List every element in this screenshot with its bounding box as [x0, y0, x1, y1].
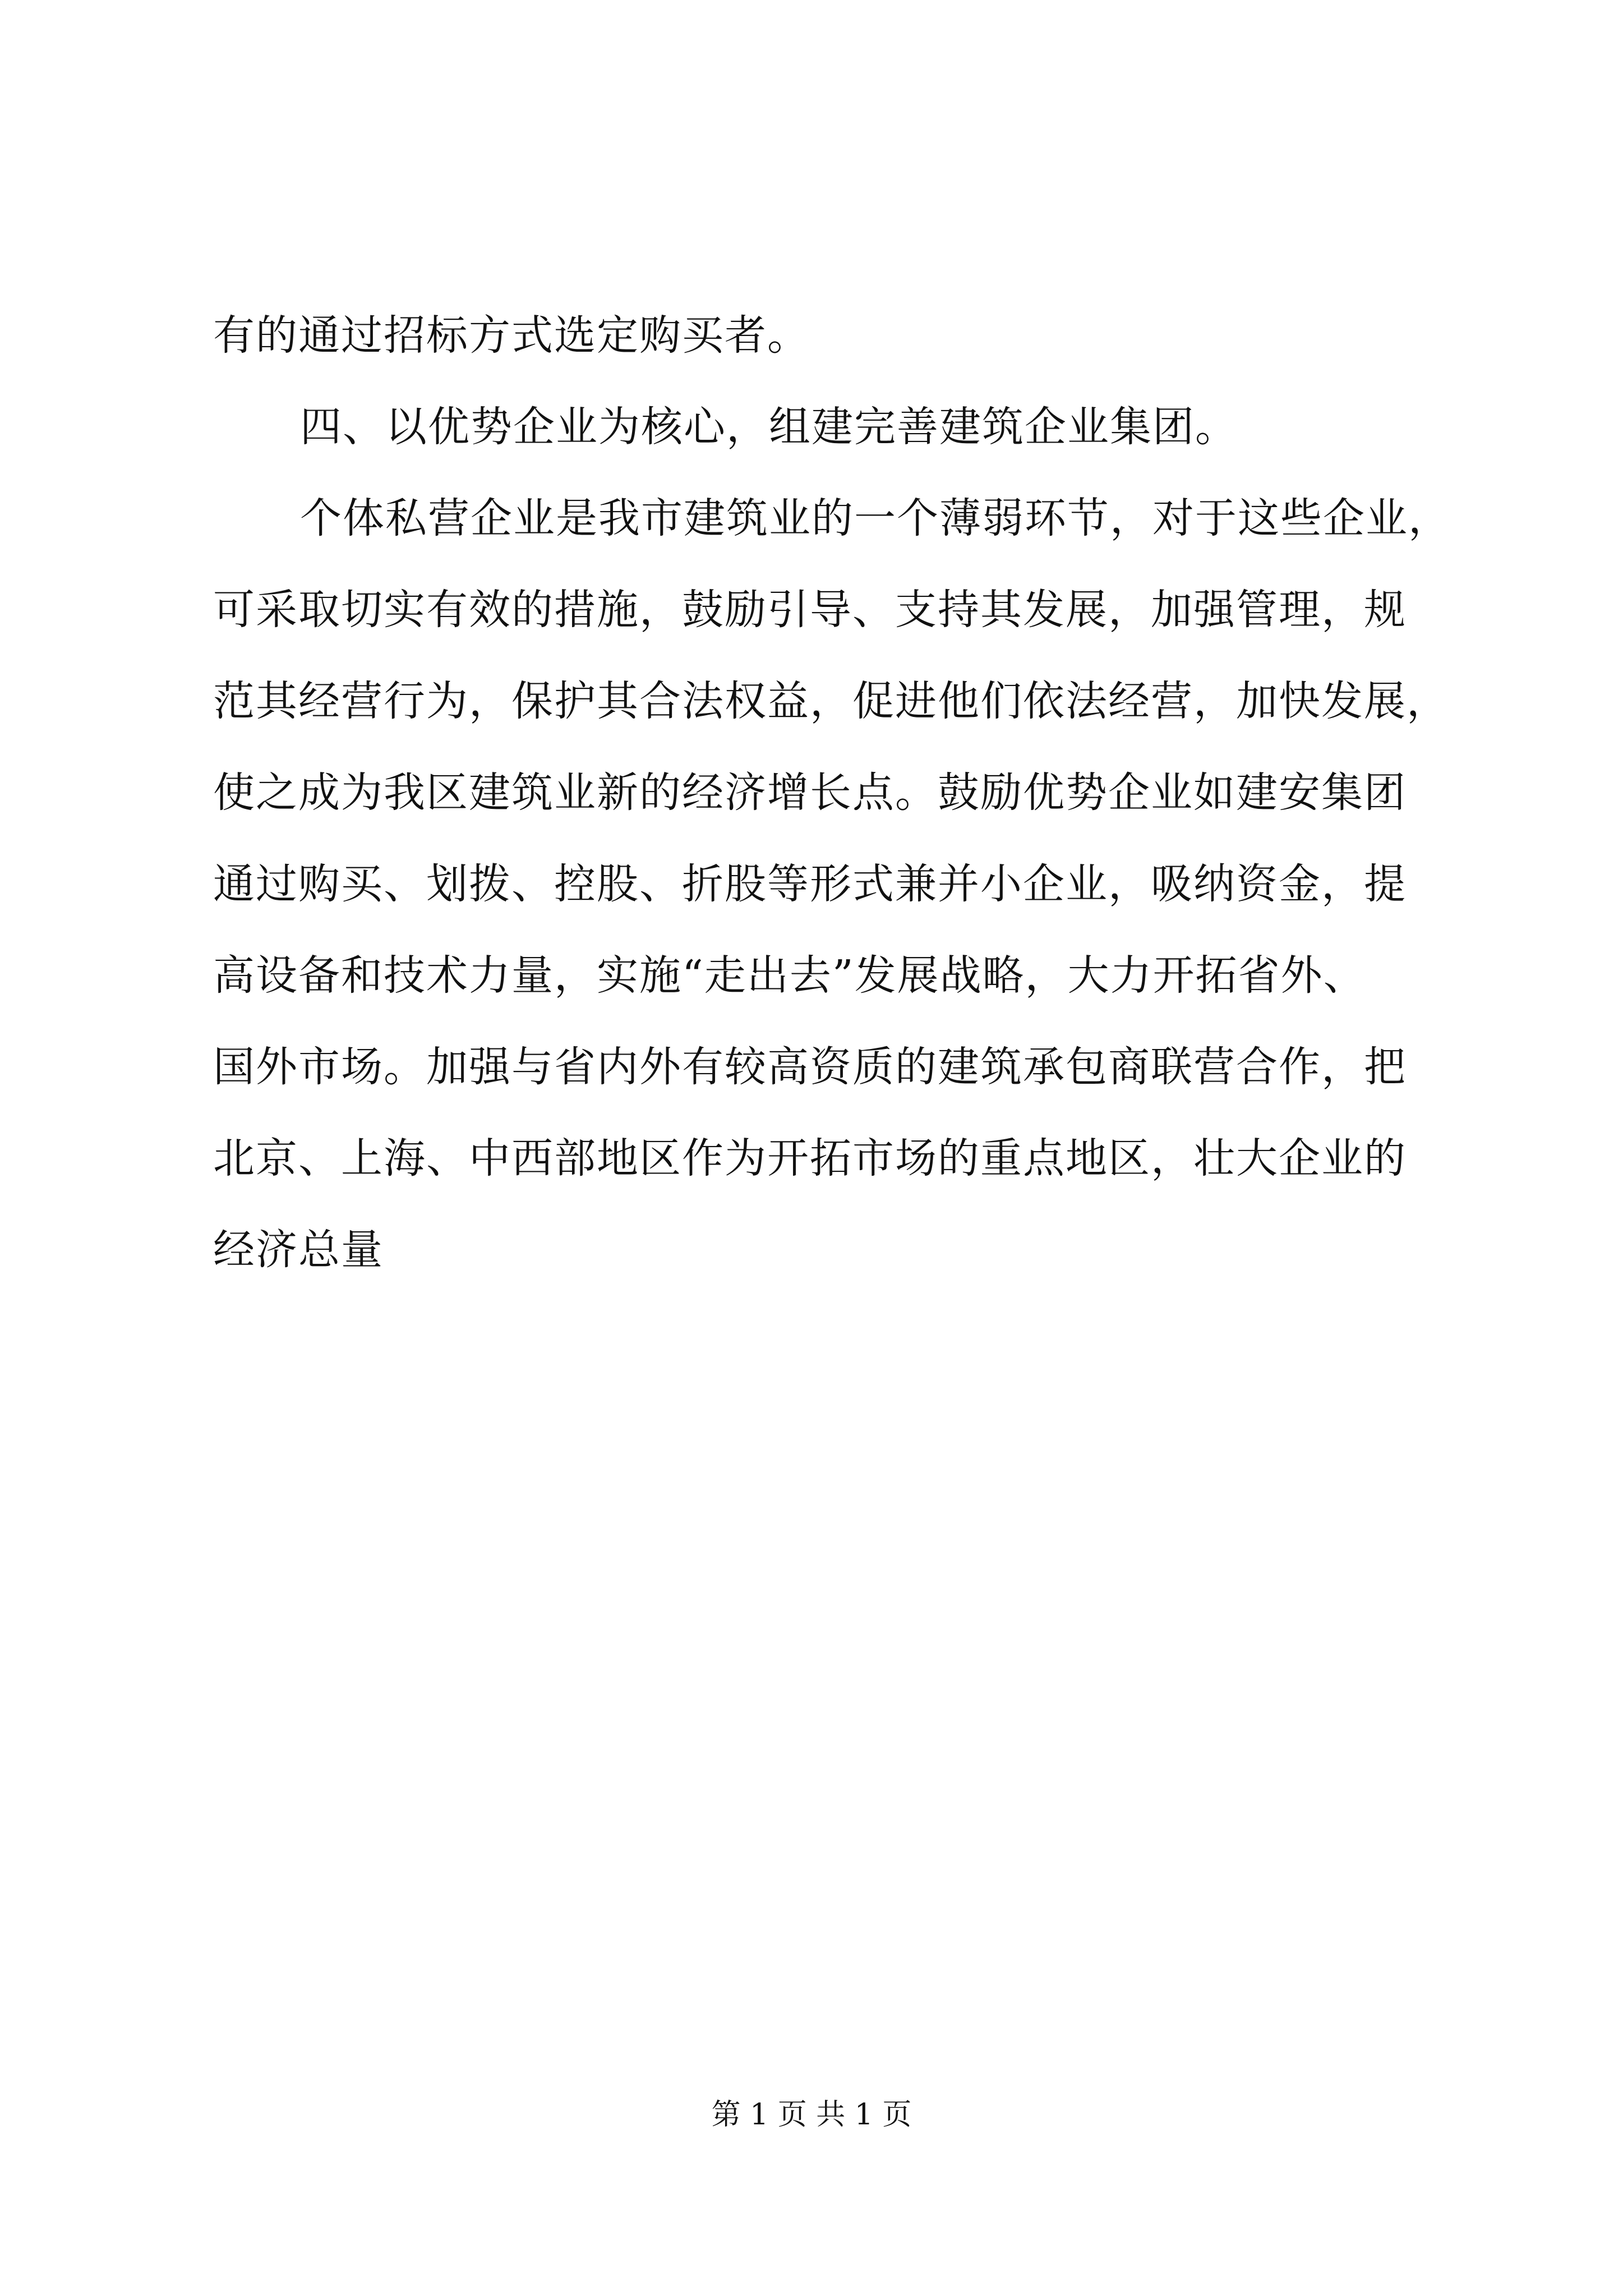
- paragraph-line-4: 可采取切实有效的措施，鼓励引导、支持其发展，加强管理，规: [213, 586, 1407, 634]
- paragraph-line-3: 个体私营企业是我市建筑业的一个薄弱环节，对于这些企业，: [300, 494, 1451, 542]
- paragraph-line-6: 使之成为我区建筑业新的经济增长点。鼓励优势企业如建安集团: [213, 769, 1407, 817]
- section-heading: 四、以优势企业为核心，组建完善建筑企业集团。: [300, 403, 1238, 451]
- paragraph-line-8: 高设备和技术力量，实施“走出去”发展战略，大力开拓省外、: [213, 951, 1366, 1000]
- paragraph-line-9: 国外市场。加强与省内外有较高资质的建筑承包商联营合作，把: [213, 1043, 1407, 1091]
- paragraph-line-10: 北京、上海、中西部地区作为开拓市场的重点地区，壮大企业的: [213, 1134, 1407, 1182]
- paragraph-line-11: 经济总量: [213, 1226, 384, 1274]
- paragraph-line-1: 有的通过招标方式选定购买者。: [213, 311, 810, 360]
- paragraph-line-7: 通过购买、划拨、控股、折股等形式兼并小企业，吸纳资金，提: [213, 860, 1407, 908]
- page-number-footer: 第 1 页 共 1 页: [711, 2098, 912, 2132]
- paragraph-line-5: 范其经营行为，保护其合法权益，促进他们依法经营，加快发展，: [213, 677, 1449, 725]
